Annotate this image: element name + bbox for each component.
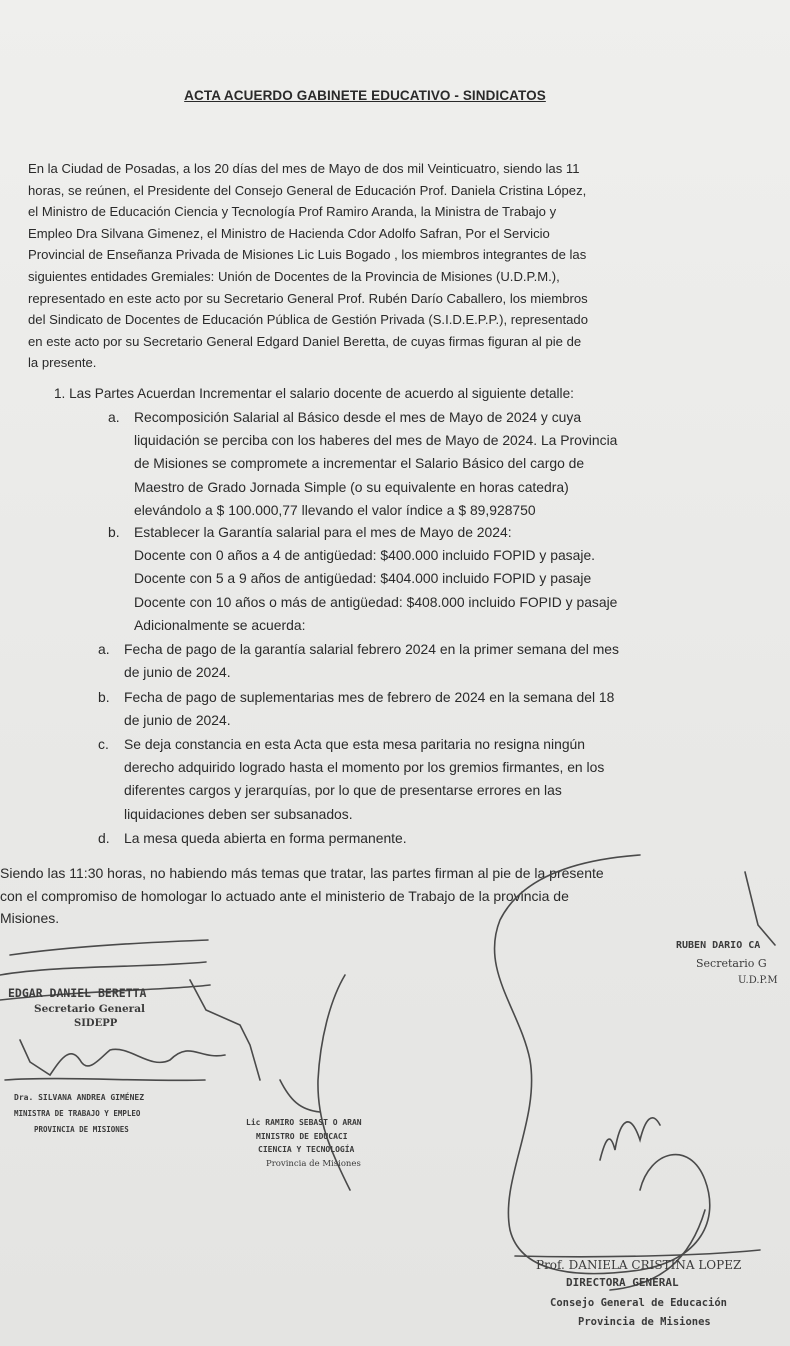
item-line: de junio de 2024. [124,664,231,681]
item-mark: a. [98,641,110,657]
intro-line: en este acto por su Secretario General Edgard Daniel Beretta, de cuyas firmas figuran al pie de [28,333,582,349]
item-line: Fecha de pago de la garantía salarial febrero 2024 en la primer semana del mes [124,641,619,657]
item-line: Docente con 5 a 9 años de antigüedad: $404.000 incluido FOPID y pasaje [134,570,592,587]
item-line: de junio de 2024. [124,712,231,729]
stamp-beretta-name: EDGAR DANIEL BERETTA [8,986,147,1000]
stamp-gimenez-name: Dra. SILVANA ANDREA GIMÉNEZ [14,1093,145,1102]
item-line: Docente con 0 años a 4 de antigüedad: $400.000 incluido FOPID y pasaje. [134,547,596,564]
closing-line: Siendo las 11:30 horas, no habiendo más temas que tratar, las partes firman al pie de la presente [0,865,604,881]
item-line: de Misiones se compromete a incrementar el Salario Básico del cargo de [134,455,585,472]
stamp-beretta-org: SIDEPP [74,1018,118,1029]
item-line: Establecer la Garantía salarial para el mes de Mayo de 2024: [134,524,512,540]
item-line: Docente con 10 años o más de antigüedad: $408.000 incluido FOPID y pasaje [134,593,618,610]
item-line: Fecha de pago de suplementarias mes de febrero de 2024 en la semana del 18 [124,689,615,705]
intro-line: horas, se reúnen, el Presidente del Consejo General de Educación Prof. Daniela Cristina López, [28,182,587,198]
intro-line: siguientes entidades Gremiales: Unión de Docentes de la Provincia de Misiones (U.D.P.M.), [28,268,560,284]
intro-line: representado en este acto por su Secretario General Prof. Rubén Darío Caballero, los miembros [28,290,588,306]
stamp-lopez-org2: Provincia de Misiones [578,1316,711,1328]
item-line: Adicionalmente se acuerda: [134,616,306,633]
closing-line: Misiones. [0,910,60,926]
stamp-lopez-org1: Consejo General de Educación [550,1297,728,1309]
item-line: derecho adquirido logrado hasta el momento por los gremios firmantes, en los [124,759,605,776]
stamp-aranda-org: Provincia de Misiones [266,1159,361,1169]
intro-line: del Sindicato de Docentes de Educación Pública de Gestión Privada (S.I.D.E.P.P.), representado [28,312,588,328]
stamp-lopez-role: DIRECTORA GENERAL [566,1276,679,1289]
point-1: 1. Las Partes Acuerdan Incrementar el salario docente de acuerdo al siguiente detalle: [54,386,574,401]
closing-line: con el compromiso de homologar lo actuado ante el ministerio de Trabajo de la provincia de [0,887,569,904]
item-line: liquidaciones deben ser subsanados. [124,805,353,822]
item-mark: b. [98,689,110,705]
intro-line: Empleo Dra Silvana Gimenez, el Ministro de Hacienda Cdor Adolfo Safran, Por el Servicio [28,225,550,241]
stamp-aranda-role1: MINISTRO DE EDUCACI [256,1132,348,1141]
item-line: diferentes cargos y jerarquías, por lo que de presentarse errores en las [124,782,562,799]
item-mark: a. [108,409,120,425]
item-line: Maestro de Grado Jornada Simple (o su equivalente en horas catedra) [134,478,569,495]
item-line: La mesa queda abierta en forma permanente. [124,830,407,846]
item-line: elevándolo a $ 100.000,77 llevando el valor índice a $ 89,928750 [134,501,536,518]
stamp-lopez-name: Prof. DANIELA CRISTINA LOPEZ [536,1258,742,1272]
intro-line: Provincial de Enseñanza Privada de Misiones Lic Luis Bogado , los miembros integrantes de las [28,247,587,263]
intro-line: el Ministro de Educación Ciencia y Tecnología Prof Ramiro Aranda, la Ministra de Trabajo y [28,204,557,220]
stamp-aranda-role2: CIENCIA Y TECNOLOGÍA [258,1145,355,1154]
stamp-gimenez-org: PROVINCIA DE MISIONES [34,1125,129,1134]
item-line: Recomposición Salarial al Básico desde el mes de Mayo de 2024 y cuya [134,409,582,425]
intro-line: la presente. [28,355,97,371]
stamp-gimenez-role: MINISTRA DE TRABAJO Y EMPLEO [14,1109,141,1118]
item-line: liquidación se perciba con los haberes del mes de Mayo de 2024. La Provincia [134,432,618,449]
stamp-aranda-name: Lic RAMIRO SEBAST O ARAN [246,1118,362,1127]
stamp-caballero-name: RUBEN DARIO CA [676,940,761,951]
stamp-caballero-org: U.D.P.M [738,975,778,986]
item-line: Se deja constancia en esta Acta que esta mesa paritaria no resigna ningún [124,736,586,752]
item-mark: b. [108,524,120,540]
item-mark: d. [98,830,110,846]
stamp-beretta-role: Secretario General [34,1003,145,1015]
item-mark: c. [98,736,109,752]
stamp-caballero-role: Secretario G [696,957,767,970]
document-title: ACTA ACUERDO GABINETE EDUCATIVO - SINDICATOS [184,88,546,103]
intro-line: En la Ciudad de Posadas, a los 20 días del mes de Mayo de dos mil Veinticuatro, siendo las 11 [28,161,580,176]
